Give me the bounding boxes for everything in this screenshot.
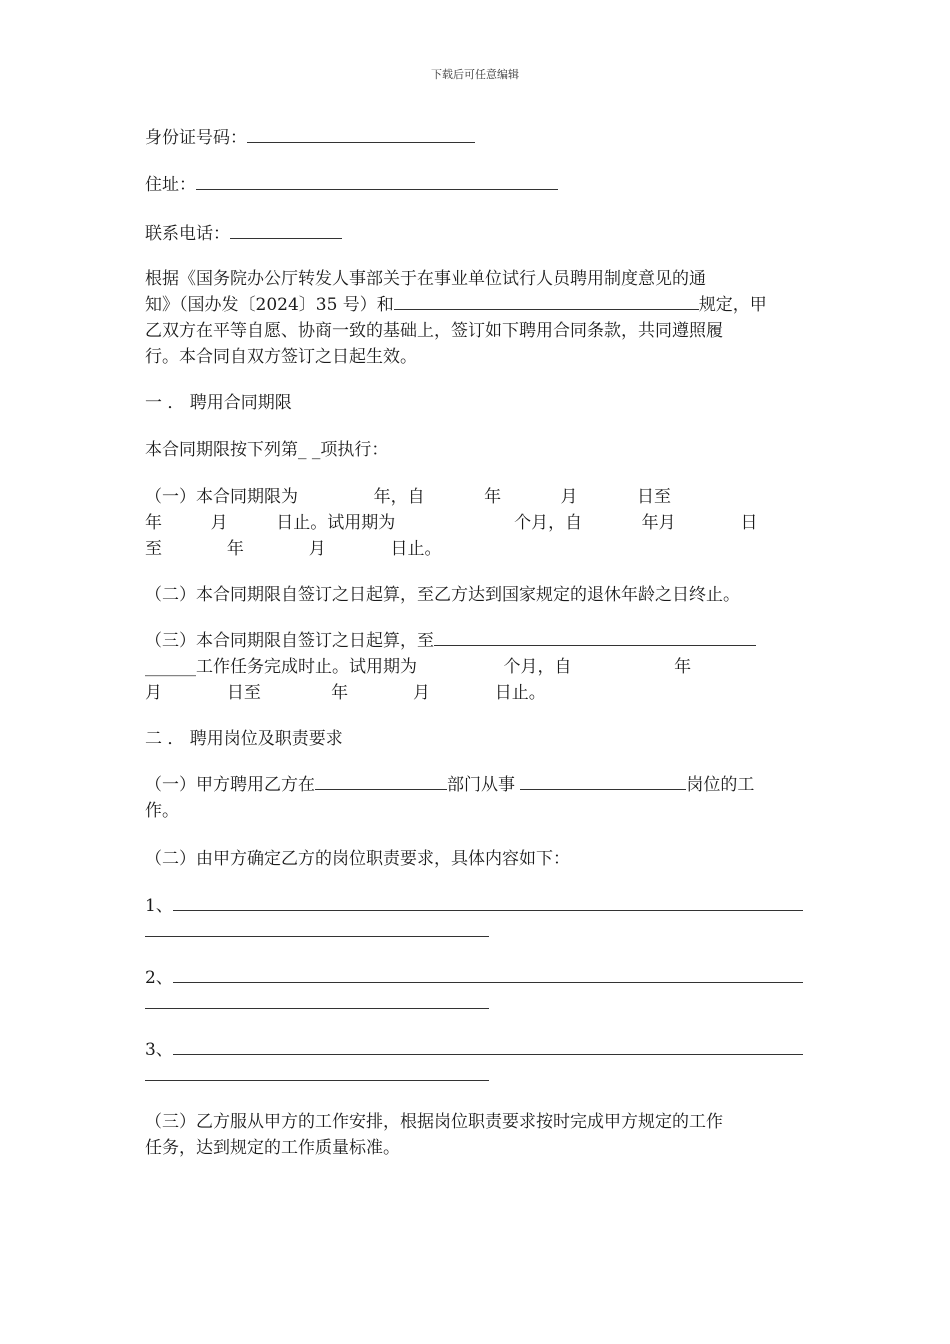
post-line-2: 作。 bbox=[145, 801, 179, 821]
address-label: 住址： bbox=[145, 175, 196, 195]
term-option-3-line-2 bbox=[145, 654, 691, 680]
task-blank-cont[interactable]: ______ bbox=[145, 657, 196, 677]
address-line bbox=[145, 172, 558, 198]
duty-item-2-cont bbox=[145, 991, 489, 1017]
phone-line bbox=[145, 221, 342, 247]
id-number-line bbox=[145, 125, 475, 151]
intro-line-2 bbox=[145, 292, 767, 318]
term-option-3-text: 工作任务完成时止。试用期为 个月，自 年 bbox=[196, 657, 692, 677]
task-blank[interactable] bbox=[434, 629, 756, 646]
intro-text: 知》（国办发〔2024〕35 号）和 bbox=[145, 295, 394, 315]
duties-intro: （二）由甲方确定乙方的岗位职责要求，具体内容如下： bbox=[145, 849, 570, 869]
post-text: 岗位的工 bbox=[686, 775, 755, 795]
intro-line-4: 行。本合同自双方签订之日起生效。 bbox=[145, 347, 417, 367]
phone-blank[interactable] bbox=[230, 222, 342, 239]
duty-blank[interactable] bbox=[173, 1038, 803, 1055]
duty-item-3 bbox=[145, 1037, 803, 1063]
term-option-3-line-1 bbox=[145, 628, 756, 654]
duty-blank[interactable] bbox=[145, 992, 489, 1009]
section-1-intro: 本合同期限按下列第_ _项执行： bbox=[145, 440, 389, 460]
duty-number: 3、 bbox=[145, 1040, 173, 1060]
duty-item-2 bbox=[145, 965, 803, 991]
intro-line-1: 根据《国务院办公厅转发人事部关于在事业单位试行人员聘用制度意见的通 bbox=[145, 269, 706, 289]
intro-text: 规定，甲 bbox=[698, 295, 767, 315]
term-option-3-text: （三）本合同期限自签订之日起算，至 bbox=[145, 631, 434, 651]
id-number-blank[interactable] bbox=[247, 126, 475, 143]
post-line-1 bbox=[145, 772, 754, 798]
phone-label: 联系电话： bbox=[145, 224, 230, 244]
id-number-label: 身份证号码： bbox=[145, 128, 247, 148]
duty-blank[interactable] bbox=[173, 966, 803, 983]
term-option-1-line-1: （一）本合同期限为 年，自 年 月 日至 bbox=[145, 487, 671, 507]
duty-blank[interactable] bbox=[173, 894, 803, 911]
duty-number: 2、 bbox=[145, 968, 173, 988]
duty-blank[interactable] bbox=[145, 1064, 489, 1081]
term-option-1-line-3: 至 年 月 日止。 bbox=[145, 539, 442, 559]
duty-blank[interactable] bbox=[145, 920, 489, 937]
duty-item-1-cont bbox=[145, 919, 489, 945]
duty-item-1 bbox=[145, 893, 803, 919]
address-blank[interactable] bbox=[196, 173, 558, 190]
obey-line-2: 任务，达到规定的工作质量标准。 bbox=[145, 1138, 400, 1158]
term-option-1-line-2: 年 月 日止。试用期为 个月，自 年月 日 bbox=[145, 513, 758, 533]
section-1-title: 一 ． 聘用合同期限 bbox=[145, 393, 292, 413]
post-text: （一）甲方聘用乙方在 bbox=[145, 775, 315, 795]
department-blank[interactable] bbox=[315, 773, 447, 790]
regulation-blank[interactable] bbox=[394, 293, 699, 310]
section-2-title: 二 ． 聘用岗位及职责要求 bbox=[145, 729, 343, 749]
term-option-2: （二）本合同期限自签订之日起算，至乙方达到国家规定的退休年龄之日终止。 bbox=[145, 585, 740, 605]
term-option-3-line-3: 月 日至 年 月 日止。 bbox=[145, 683, 546, 703]
intro-line-3: 乙双方在平等自愿、协商一致的基础上，签订如下聘用合同条款，共同遵照履 bbox=[145, 321, 723, 341]
obey-line-1: （三）乙方服从甲方的工作安排，根据岗位职责要求按时完成甲方规定的工作 bbox=[145, 1112, 723, 1132]
position-blank[interactable] bbox=[520, 773, 686, 790]
post-text: 部门从事 bbox=[447, 775, 521, 795]
duty-item-3-cont bbox=[145, 1063, 489, 1089]
page-header: 下载后可任意编辑 bbox=[431, 68, 519, 81]
duty-number: 1、 bbox=[145, 896, 173, 916]
